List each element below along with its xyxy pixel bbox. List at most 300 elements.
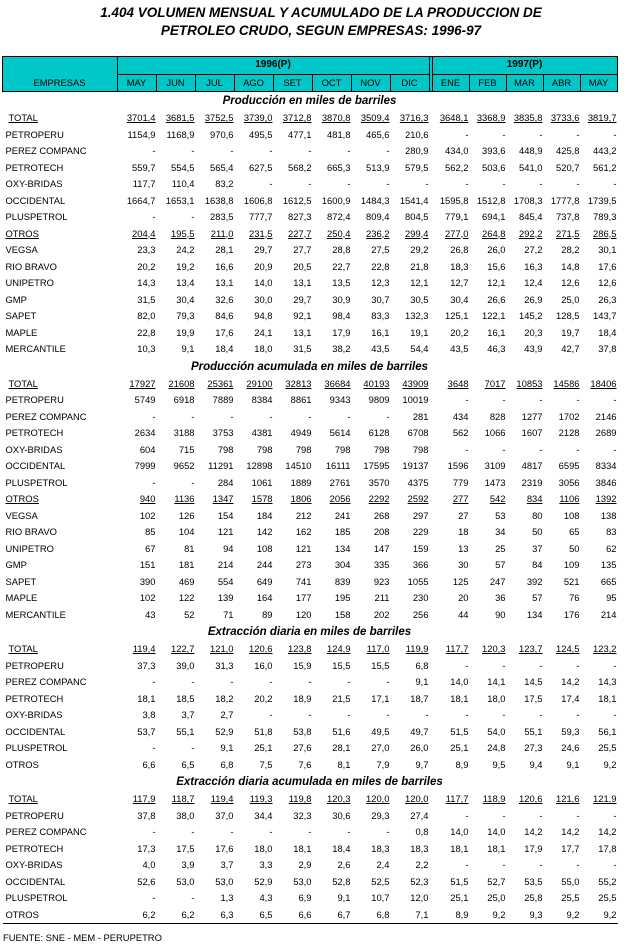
row-label-text: PETROPERU (5, 659, 64, 671)
table-row (3, 857, 618, 874)
cell-value (391, 110, 430, 127)
cell-value (470, 674, 507, 691)
cell-value-text: 4375 (407, 476, 429, 488)
cell-value-text: 29100 (246, 377, 273, 389)
cell-value-text: - (347, 826, 351, 837)
cell-value (544, 442, 581, 459)
cell-value (313, 574, 352, 591)
cell-value (391, 292, 430, 309)
cell-value (391, 658, 430, 675)
cell-value (544, 325, 581, 342)
cell-value (235, 275, 274, 292)
cell-value (544, 143, 581, 160)
cell-value (470, 176, 507, 193)
cell-value-text: 15,5 (371, 659, 390, 671)
cell-value-text: 17,9 (524, 842, 543, 854)
section-title: Producción acumulada en miles de barriles (190, 360, 429, 373)
cell-value (118, 110, 157, 127)
cell-value-text: 1638,8 (204, 194, 234, 206)
cell-value-text: 19,9 (176, 326, 195, 338)
cell-value-text: 8334 (595, 460, 617, 471)
cell-value (235, 325, 274, 342)
row-label (3, 724, 118, 741)
cell-value-text: 50 (532, 526, 543, 537)
cell-value (433, 574, 470, 591)
row-label (3, 740, 118, 757)
cell-value (274, 308, 313, 325)
cell-value (157, 691, 196, 708)
cell-value (352, 707, 391, 724)
cell-value (470, 308, 507, 325)
cell-value (581, 458, 618, 475)
cell-value (352, 176, 391, 193)
cell-value-text: - (539, 859, 543, 870)
row-label-text: OTROS (5, 758, 39, 770)
cell-value-text: 737,8 (556, 211, 580, 222)
cell-value-text: 227,7 (288, 227, 312, 239)
cell-value-text: 17,6 (598, 260, 617, 272)
row-label-text: PEREZ COMPANC (5, 826, 87, 837)
cell-value-text: 393,6 (482, 145, 506, 156)
row-label (3, 409, 118, 426)
cell-value-text: 554,5 (171, 161, 195, 173)
cell-value (507, 857, 544, 874)
cell-value-text: - (465, 859, 469, 870)
cell-value (581, 442, 618, 459)
cell-value-text: 119,3 (249, 793, 273, 804)
cell-value-text: 6,8 (415, 659, 429, 671)
cell-value (581, 757, 618, 774)
cell-value-text: 229 (412, 526, 429, 537)
cell-value-text: 18,1 (137, 692, 156, 704)
cell-value (581, 409, 618, 426)
cell-value (544, 740, 581, 757)
cell-value-text: 3648,1 (439, 112, 469, 123)
cell-value (470, 292, 507, 309)
cell-value (118, 475, 157, 492)
cell-value (118, 143, 157, 160)
cell-value-text: 299,4 (405, 227, 429, 239)
cell-value-text: - (539, 394, 543, 405)
cell-value (507, 308, 544, 325)
cell-value (118, 824, 157, 841)
cell-value (157, 607, 196, 624)
cell-value-text: 37,0 (215, 809, 234, 821)
cell-value-text: 3739,0 (243, 112, 273, 123)
cell-value-text: - (152, 410, 156, 422)
cell-value-text: 30,6 (332, 809, 351, 821)
cell-value-text: 2,9 (298, 859, 312, 870)
cell-value (157, 226, 196, 243)
cell-value-text: 4817 (521, 460, 543, 471)
cell-value (391, 857, 430, 874)
cell-value (313, 607, 352, 624)
cell-value (391, 757, 430, 774)
cell-value-text: 18,5 (176, 692, 195, 704)
cell-value-text: 2592 (407, 493, 429, 504)
cell-value-text: 970,6 (210, 128, 234, 140)
cell-value (581, 791, 618, 808)
cell-value (313, 590, 352, 607)
cell-value (581, 541, 618, 558)
cell-value (352, 226, 391, 243)
cell-value-text: 15,9 (293, 659, 312, 671)
cell-value-text: - (576, 394, 580, 405)
cell-value (196, 740, 235, 757)
cell-value (313, 325, 352, 342)
cell-value-text: 14,3 (598, 676, 617, 687)
table-row (3, 674, 618, 691)
cell-value-text: 8,9 (455, 908, 469, 920)
cell-value-text: 134 (526, 608, 543, 620)
cell-value (352, 275, 391, 292)
cell-value (196, 890, 235, 907)
cell-value-text: 27,4 (410, 809, 429, 821)
cell-value-text: 39,0 (176, 659, 195, 671)
cell-value-text: 845,4 (519, 211, 543, 222)
cell-value-text: 51,5 (450, 725, 469, 737)
cell-value (274, 824, 313, 841)
cell-value (118, 442, 157, 459)
row-label (3, 325, 118, 342)
cell-value (196, 127, 235, 144)
cell-value (196, 409, 235, 426)
cell-value-text: 184 (256, 509, 273, 521)
cell-value-text: 17,5 (524, 692, 543, 704)
cell-value-text: 8861 (290, 394, 312, 405)
cell-value-text: 30,1 (598, 244, 617, 255)
cell-value-text: 579,5 (405, 161, 429, 173)
cell-value (274, 841, 313, 858)
cell-value-text: 1739,5 (587, 194, 617, 206)
cell-value-text: 27,6 (293, 742, 312, 753)
table-row (3, 110, 618, 127)
cell-value-text: 7017 (484, 377, 506, 389)
cell-value-text: 7999 (134, 460, 156, 471)
row-label-text: RIO BRAVO (5, 526, 57, 537)
cell-value (352, 541, 391, 558)
table-row (3, 325, 618, 342)
cell-value (470, 193, 507, 210)
row-label-text: MERCANTILE (5, 608, 66, 620)
cell-value-text: 280,9 (405, 145, 429, 156)
cell-value-text: 16,0 (254, 659, 273, 671)
table-row (3, 524, 618, 541)
cell-value-text: 264,8 (482, 227, 506, 239)
cell-value (196, 791, 235, 808)
cell-value-text: 18,3 (371, 842, 390, 854)
cell-value-text: 52,7 (487, 875, 506, 887)
row-label-text: TOTAL (8, 112, 38, 123)
cell-value (235, 541, 274, 558)
cell-value (235, 193, 274, 210)
cell-value (544, 226, 581, 243)
cell-value (433, 341, 470, 358)
cell-value-text: 3835,8 (513, 112, 543, 123)
cell-value (196, 508, 235, 525)
cell-value (157, 590, 196, 607)
cell-value-text: 1473 (484, 476, 506, 488)
cell-value (274, 791, 313, 808)
cell-value (507, 508, 544, 525)
table-row (3, 376, 618, 393)
cell-value-text: 10,3 (137, 343, 156, 354)
cell-value (352, 757, 391, 774)
cell-value-text: 214 (600, 608, 617, 620)
cell-value (157, 341, 196, 358)
section-title-row (3, 623, 618, 641)
cell-value-text: 147 (373, 542, 390, 554)
cell-value (352, 193, 391, 210)
cell-value-text: 17,6 (215, 842, 234, 854)
cell-value-text: 665 (600, 575, 617, 587)
cell-value-text: 3648 (447, 377, 469, 389)
cell-value-text: 1154,9 (127, 128, 156, 140)
cell-value-text: - (539, 659, 543, 671)
cell-value (507, 707, 544, 724)
cell-value (274, 193, 313, 210)
cell-value-text: 76 (569, 592, 580, 603)
cell-value-text: 14,0 (450, 676, 469, 687)
cell-value-text: 465,6 (366, 128, 390, 140)
row-label (3, 691, 118, 708)
cell-value-text: - (613, 128, 617, 140)
cell-value-text: 9,2 (603, 758, 617, 770)
cell-value-text: 1664,7 (126, 194, 156, 206)
cell-value-text: 443,2 (593, 145, 617, 156)
cell-value (507, 275, 544, 292)
cell-value (544, 209, 581, 226)
cell-value-text: 1607 (521, 427, 543, 438)
cell-value-text: 83,2 (215, 178, 234, 189)
cell-value-text: 37,8 (598, 343, 617, 354)
cell-value (196, 292, 235, 309)
cell-value-text: 27,7 (293, 244, 312, 255)
cell-value-text: 2056 (329, 493, 351, 504)
cell-value-text: 3368,9 (476, 112, 506, 123)
cell-value (391, 176, 430, 193)
cell-value (196, 275, 235, 292)
cell-value-text: 108 (563, 509, 580, 521)
cell-value (544, 874, 581, 891)
cell-value (581, 425, 618, 442)
cell-value-text: - (613, 809, 617, 821)
cell-value (118, 808, 157, 825)
cell-value-text: - (613, 443, 617, 455)
cell-value (581, 176, 618, 193)
cell-value-text: 12,6 (598, 277, 617, 288)
cell-value (313, 674, 352, 691)
cell-value-text: - (269, 410, 273, 422)
cell-value (118, 292, 157, 309)
cell-value-text: 51,5 (450, 875, 469, 887)
cell-value-text: 1889 (290, 476, 312, 488)
cell-value (352, 658, 391, 675)
cell-value (235, 425, 274, 442)
cell-value-text: 36684 (324, 377, 351, 389)
table-row (3, 341, 618, 358)
month-header-ago: AGO (235, 74, 274, 92)
cell-value-text: 154 (217, 509, 234, 521)
cell-value (196, 242, 235, 259)
cell-value (118, 127, 157, 144)
cell-value (433, 143, 470, 160)
cell-value-text: 1708,3 (513, 194, 543, 206)
row-label (3, 259, 118, 276)
cell-value-text: 27,3 (524, 742, 543, 753)
cell-value (274, 442, 313, 459)
cell-value-text: 28,1 (332, 742, 351, 753)
cell-value-text: 32813 (285, 377, 312, 389)
row-label (3, 209, 118, 226)
cell-value-text: 3712,8 (282, 112, 312, 123)
cell-value-text: - (152, 145, 156, 156)
cell-value (196, 557, 235, 574)
cell-value (544, 308, 581, 325)
cell-value-text: 31,5 (137, 293, 156, 305)
cell-value (157, 442, 196, 459)
cell-value (433, 691, 470, 708)
cell-value (544, 890, 581, 907)
empresas-header: EMPRESAS (3, 57, 118, 92)
row-label-text: PETROPERU (5, 394, 64, 405)
cell-value-text: 839 (334, 575, 351, 587)
cell-value (544, 508, 581, 525)
cell-value (313, 110, 352, 127)
cell-value (235, 808, 274, 825)
cell-value-text: 12,1 (487, 277, 506, 288)
cell-value (118, 541, 157, 558)
cell-value-text: 3681,5 (165, 112, 195, 123)
cell-value (196, 674, 235, 691)
cell-value-text: 122,7 (171, 643, 195, 654)
cell-value-text: 59,3 (561, 725, 580, 737)
cell-value (470, 707, 507, 724)
cell-value-text: 55,1 (176, 725, 195, 737)
cell-value-text: 297 (412, 509, 429, 521)
row-label (3, 874, 118, 891)
row-label-text: OCCIDENTAL (5, 725, 66, 737)
cell-value-text: - (502, 859, 506, 870)
cell-value-text: - (502, 659, 506, 671)
cell-value-text: 9,7 (415, 758, 429, 770)
cell-value-text: 117,9 (132, 793, 156, 804)
cell-value (581, 275, 618, 292)
cell-value-text: 425,8 (556, 145, 580, 156)
cell-value-text: 53,0 (215, 875, 234, 887)
cell-value-text: - (539, 809, 543, 821)
cell-value-text: 26,8 (450, 244, 469, 255)
cell-value (433, 292, 470, 309)
cell-value-text: 38,0 (176, 809, 195, 821)
cell-value (274, 127, 313, 144)
cell-value (507, 841, 544, 858)
cell-value (433, 193, 470, 210)
cell-value-text: 121 (295, 542, 312, 554)
cell-value-text: - (191, 892, 195, 903)
cell-value-text: 37,8 (137, 809, 156, 821)
row-label (3, 557, 118, 574)
cell-value-text: 46,3 (487, 343, 506, 354)
cell-value (433, 409, 470, 426)
cell-value (235, 308, 274, 325)
cell-value (507, 557, 544, 574)
cell-value (352, 691, 391, 708)
cell-value (274, 907, 313, 924)
cell-value-text: 241 (334, 509, 351, 521)
cell-value-text: 121 (217, 526, 234, 537)
cell-value-text: 1600,9 (321, 194, 351, 206)
cell-value-text: 9343 (329, 394, 351, 405)
cell-value-text: 19137 (402, 460, 429, 471)
cell-value (507, 808, 544, 825)
row-label-text: PEREZ COMPANC (5, 145, 87, 156)
row-label (3, 824, 118, 841)
cell-value-text: 151 (139, 559, 156, 570)
row-label-text: TOTAL (8, 377, 38, 389)
cell-value-text: 18,9 (293, 692, 312, 704)
cell-value (433, 376, 470, 393)
row-label (3, 143, 118, 160)
cell-value (313, 475, 352, 492)
cell-value (157, 541, 196, 558)
cell-value (274, 491, 313, 508)
cell-value-text: 304 (334, 559, 351, 570)
source-note: FUENTE: SNE - MEM - PERUPETRO (3, 932, 162, 943)
cell-value-text: 1512,8 (476, 194, 506, 206)
cell-value-text: - (191, 476, 195, 488)
section-title-row (3, 358, 618, 376)
cell-value (433, 841, 470, 858)
cell-value-text: 62 (606, 542, 617, 554)
cell-value (352, 641, 391, 658)
cell-value-text: 14,8 (561, 260, 580, 272)
cell-value (433, 607, 470, 624)
cell-value-text: 18,1 (450, 692, 469, 704)
cell-value (118, 193, 157, 210)
cell-value-text: - (386, 826, 390, 837)
cell-value (235, 491, 274, 508)
cell-value (157, 907, 196, 924)
cell-value (352, 127, 391, 144)
cell-value (433, 176, 470, 193)
cell-value-text: 3753 (212, 427, 234, 438)
cell-value-text: - (576, 128, 580, 140)
cell-value (196, 808, 235, 825)
cell-value (581, 292, 618, 309)
cell-value-text: 18,1 (450, 842, 469, 854)
cell-value-text: 26,6 (487, 293, 506, 305)
cell-value-text: - (230, 410, 234, 422)
table-row (3, 557, 618, 574)
table-row (3, 442, 618, 459)
cell-value-text: 212 (295, 509, 312, 521)
cell-value-text: - (230, 676, 234, 687)
cell-value (118, 691, 157, 708)
cell-value-text: 292,2 (519, 227, 543, 239)
row-label-text: OXY-BRIDAS (5, 859, 63, 870)
cell-value (544, 757, 581, 774)
row-label-text: PLUSPETROL (5, 211, 68, 222)
cell-value (313, 242, 352, 259)
cell-value (118, 607, 157, 624)
cell-value (196, 824, 235, 841)
cell-value-text: 1061 (251, 476, 273, 488)
cell-value-text: 211,0 (210, 227, 234, 239)
cell-value (235, 841, 274, 858)
cell-value (313, 874, 352, 891)
cell-value-text: - (425, 178, 429, 189)
